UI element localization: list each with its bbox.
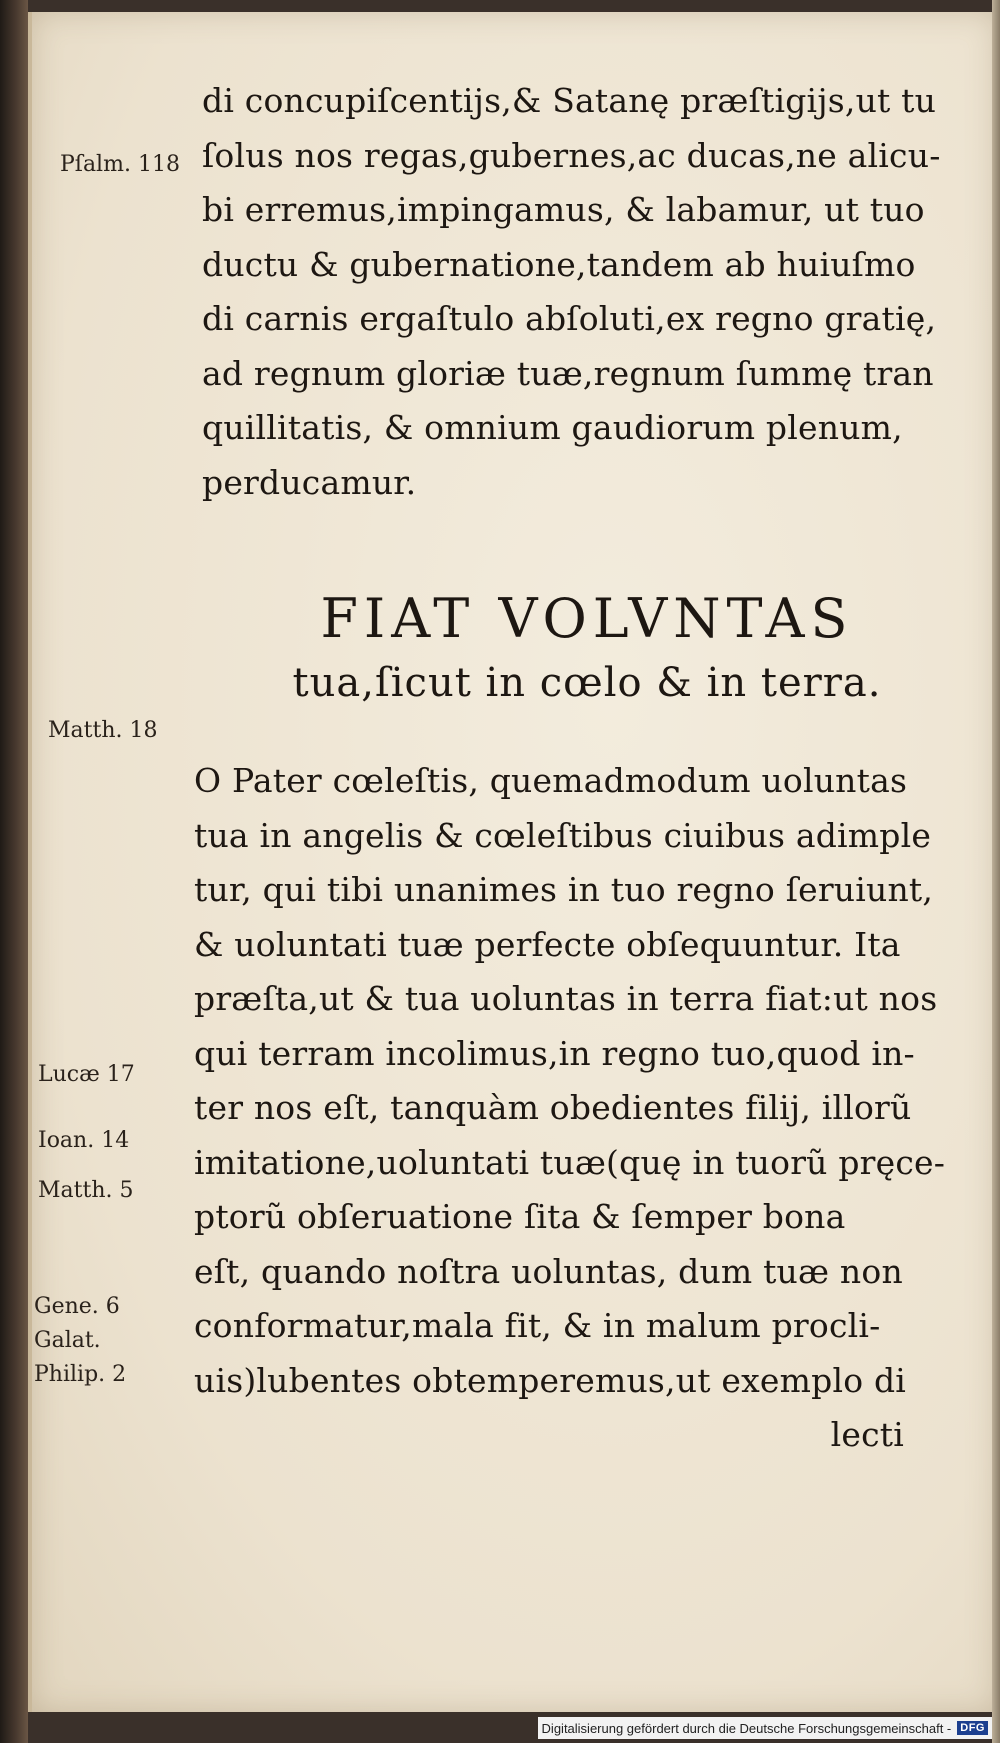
dfg-logo: DFG: [957, 1721, 988, 1735]
credit-text: Digitalisierung gefördert durch die Deutsche Forschungsgemeinschaft -: [541, 1720, 952, 1736]
text-line: eſt, quando noſtra uoluntas, dum tuæ non: [194, 1251, 903, 1291]
book-spine: [0, 0, 28, 1743]
text-line: conformatur,mala fit, & in malum procli-: [194, 1306, 881, 1345]
text-line: tur, qui tibi unanimes in tuo regno ſeruiunt,: [194, 870, 934, 909]
top-paragraph: [202, 74, 972, 510]
margin-note-galatians: Galat.: [34, 1328, 101, 1353]
margin-note-psalm: Pſalm. 118: [60, 152, 180, 177]
page-edge: [992, 0, 1000, 1743]
margin-note-matthew-5: Matth. 5: [38, 1178, 134, 1203]
margin-note-philippians: Philip. 2: [34, 1362, 127, 1387]
text-line: ſolus nos regas,gubernes,ac ducas,ne alicu-: [202, 135, 941, 175]
book-page: [28, 12, 996, 1712]
section-subheading: tua,ſicut in cœlo & in terra.: [292, 660, 882, 706]
text-line: bi erremus,impingamus, & labamur, ut tuo: [202, 190, 925, 229]
text-line: perducamur.: [202, 462, 417, 502]
text-line: ductu & gubernatione,tandem ab huiuſmo: [202, 244, 916, 284]
section-heading: FIAT VOLVNTAS: [320, 587, 854, 650]
text-line: di concupiſcentijs,& Satanę præſtigijs,ut tu: [202, 81, 937, 120]
text-line: O Pater cœleſtis, quemadmodum uoluntas: [194, 761, 908, 800]
margin-note-luke: Lucæ 17: [38, 1062, 135, 1087]
digitization-credit: [538, 1717, 992, 1739]
text-line: di carnis ergaſtulo abſoluti,ex regno gratię,: [202, 299, 937, 338]
margin-note-genesis: Gene. 6: [34, 1294, 120, 1319]
text-line: præſta,ut & tua uoluntas in terra fiat:ut nos: [194, 979, 938, 1018]
text-line: qui terram incolimus,in regno tuo,quod in-: [194, 1033, 915, 1073]
margin-note-john: Ioan. 14: [38, 1128, 130, 1153]
text-line: tua in angelis & cœleſtibus ciuibus adimple: [194, 815, 932, 855]
text-line: ad regnum gloriæ tuæ,regnum ſummę tran: [202, 353, 934, 393]
text-line: uis)lubentes obtemperemus,ut exemplo di: [194, 1360, 907, 1400]
margin-note-matthew-18: Matth. 18: [48, 718, 158, 743]
text-line: quillitatis, & omnium gaudiorum plenum,: [202, 408, 903, 447]
catchword: lecti: [830, 1415, 904, 1454]
text-line: ptorũ obſeruatione ſita & ſemper bona: [194, 1197, 846, 1236]
text-line: & uoluntati tuæ perfecte obſequuntur. Ita: [194, 924, 901, 964]
body-paragraph: [194, 754, 964, 1463]
text-line: ter nos eſt, tanquàm obedientes filij, illorũ: [194, 1088, 912, 1127]
text-line: imitatione,uoluntati tuæ(quę in tuorũ pręce-: [194, 1142, 946, 1182]
